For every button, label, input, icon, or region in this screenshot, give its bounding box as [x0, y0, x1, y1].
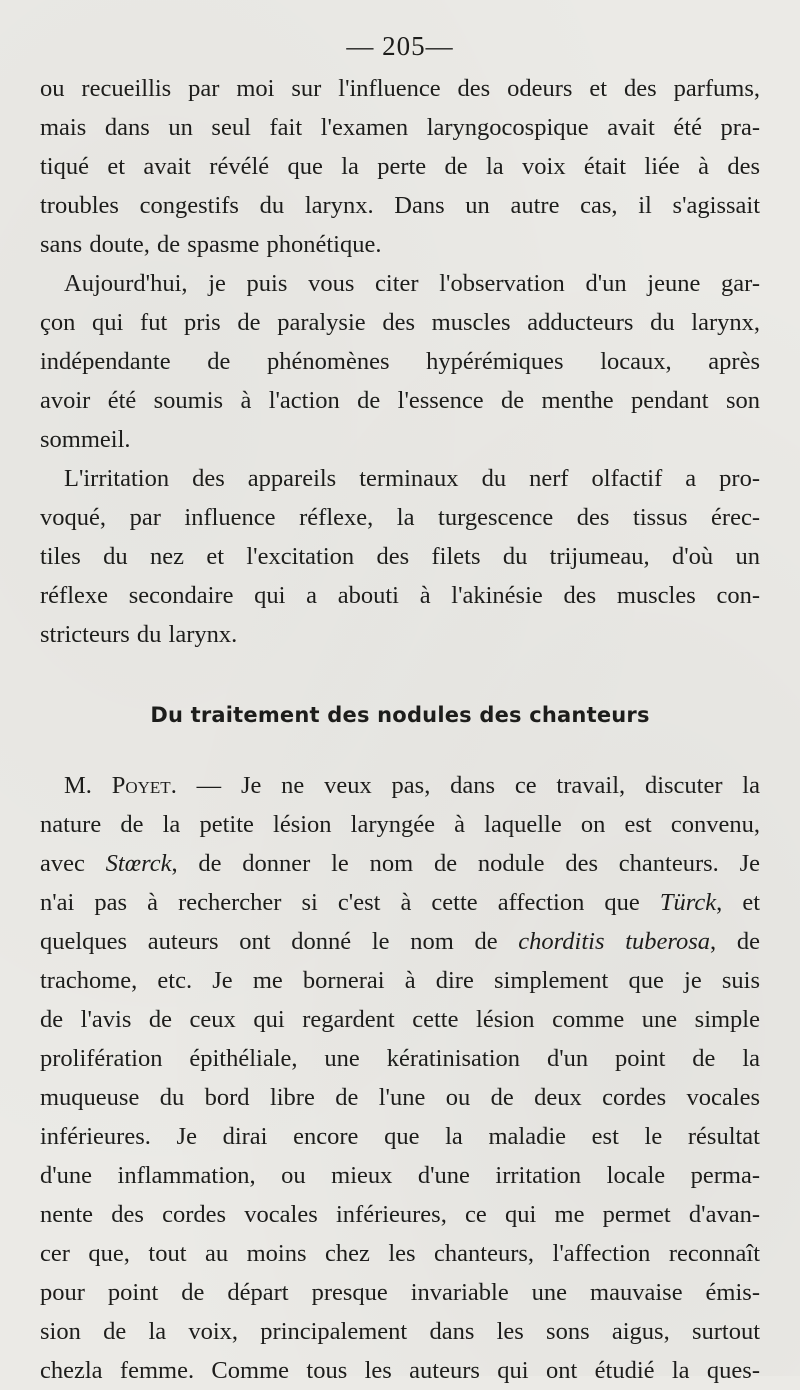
- text-line: trachome, etc. Je me bornerai à dire simplement que je suis: [40, 967, 760, 994]
- text-line: Aujourd'hui, je puis vous citer l'observation d'un jeune gar-: [64, 270, 760, 297]
- text-line: çon qui fut pris de paralysie des muscles adducteurs du larynx,: [40, 309, 760, 336]
- text-line: nature de la petite lésion laryngée à laquelle on est convenu,: [40, 811, 760, 838]
- text-line: stricteurs du larynx.: [40, 621, 238, 648]
- text-line: [40, 883, 760, 922]
- text-line: sommeil.: [40, 426, 131, 453]
- text-fragment: avec: [40, 850, 106, 877]
- text-line: ou recueillis par moi sur l'influence des odeurs et des parfums,: [40, 75, 760, 102]
- text-line: sans doute, de spasme phonétique.: [40, 231, 382, 258]
- text-fragment: . — Je ne veux pas, dans ce travail, discuter la: [170, 772, 760, 799]
- text-line: chezla femme. Comme tous les auteurs qui ont étudié la ques-: [40, 1357, 760, 1384]
- text-line: mais dans un seul fait l'examen laryngocospique avait été pra-: [40, 114, 760, 141]
- paragraph-poyet: [40, 766, 760, 1390]
- paragraph-irritation: [40, 459, 760, 654]
- text-line: pour point de départ presque invariable une mauvaise émis-: [40, 1279, 760, 1306]
- text-line: avoir été soumis à l'action de l'essence de menthe pendant son: [40, 387, 760, 414]
- text-line: d'une inflammation, ou mieux d'une irritation locale perma-: [40, 1162, 760, 1189]
- text-line: [40, 844, 760, 883]
- text-line: tiqué et avait révélé que la perte de la voix était liée à des: [40, 153, 760, 180]
- text-line: [40, 766, 760, 805]
- text-fragment: , de donner le nom de nodule des chanteurs. Je: [171, 850, 760, 877]
- text-line: de l'avis de ceux qui regardent cette lésion comme une simple: [40, 1006, 760, 1033]
- text-line: cer que, tout au moins chez les chanteurs, l'affection reconnaît: [40, 1240, 760, 1267]
- text-line: réflexe secondaire qui a abouti à l'akinésie des muscles con-: [40, 582, 760, 609]
- text-fragment: , de: [710, 928, 760, 955]
- text-fragment: , et: [716, 889, 761, 916]
- paragraph-observation: [40, 264, 760, 459]
- text-line: voqué, par influence réflexe, la turgescence des tissus érec-: [40, 504, 760, 531]
- text-line: indépendante de phénomènes hypérémiques locaux, après: [40, 348, 760, 375]
- text-fragment: quelques auteurs ont donné le nom de: [40, 928, 519, 955]
- author-name: Türck: [659, 889, 717, 916]
- speaker-name: Poyet: [111, 772, 171, 799]
- text-line: troubles congestifs du larynx. Dans un autre cas, il s'agissait: [40, 192, 760, 219]
- text-line: muqueuse du bord libre de l'une ou de deux cordes vocales: [40, 1084, 760, 1111]
- speaker-prefix: M.: [64, 772, 112, 799]
- text-line: prolifération épithéliale, une kératinisation d'un point de la: [40, 1045, 760, 1072]
- text-line: nente des cordes vocales inférieures, ce qui me permet d'avan-: [40, 1201, 760, 1228]
- text-line: inférieures. Je dirai encore que la maladie est le résultat: [40, 1123, 760, 1150]
- section-heading: Du traitement des nodules des chanteurs: [150, 703, 650, 727]
- text-fragment: n'ai pas à rechercher si c'est à cette affection que: [40, 889, 660, 916]
- text-line: sion de la voix, principalement dans les sons aigus, surtout: [40, 1318, 760, 1345]
- page-number: — 205—: [346, 31, 454, 61]
- paragraph-odeurs: [40, 69, 760, 264]
- author-name: Stœrck: [105, 850, 172, 877]
- latin-term: chorditis tuberosa: [518, 928, 711, 955]
- text-line: L'irritation des appareils terminaux du nerf olfactif a pro-: [64, 465, 760, 492]
- text-line: tiles du nez et l'excitation des filets du trijumeau, d'où un: [40, 543, 760, 570]
- text-line: [40, 922, 760, 961]
